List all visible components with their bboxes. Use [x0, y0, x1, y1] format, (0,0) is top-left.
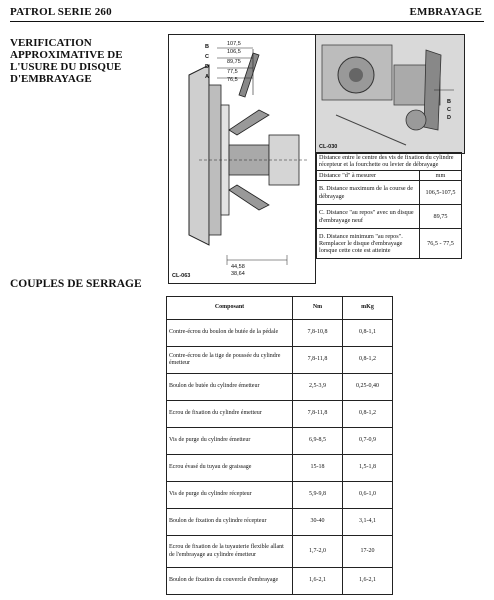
dimension-label: 38,64: [231, 271, 245, 277]
cell-nm: 6,9-8,5: [293, 428, 343, 455]
cell-nm: 15-18: [293, 455, 343, 482]
section-title-verification: [10, 37, 123, 85]
spec-intro: Distance entre le centre des vis de fixation du cylindre récepteur et la fourchette ou levier de débrayage: [317, 153, 462, 171]
torque-header-row: [167, 297, 393, 320]
cell-component: Boulon de fixation du cylindre récepteur: [167, 509, 293, 536]
spec-row-value: 89,75: [420, 205, 462, 229]
cell-nm: 1,7-2,0: [293, 536, 343, 568]
cell-component: Vis de purge du cylindre récepteur: [167, 482, 293, 509]
spec-head-label: Distance "d" à mesurer: [317, 170, 420, 180]
title-line: APPROXIMATIVE DE: [10, 49, 123, 61]
header-title-left: PATROL SERIE 260: [10, 6, 112, 18]
cell-mkg: 17-20: [343, 536, 393, 568]
cell-nm: 1,6-2,1: [293, 568, 343, 595]
clutch-drawing-svg: [169, 35, 315, 283]
cell-nm: 7,8-10,8: [293, 320, 343, 347]
cell-component: Boulon de fixation du couvercle d'embrayage: [167, 568, 293, 595]
dimension-label: 77,5: [227, 69, 238, 75]
dimension-label: 107,5: [227, 41, 241, 47]
photo-code: CL-030: [319, 144, 338, 150]
cell-component: Ecrou évasé du tuyau de graissage: [167, 455, 293, 482]
header-title-right: EMBRAYAGE: [409, 6, 482, 18]
table-row: [167, 428, 393, 455]
title-line: D'EMBRAYAGE: [10, 73, 92, 85]
cell-mkg: 0,6-1,0: [343, 482, 393, 509]
col-header-mkg: mKg: [343, 297, 393, 320]
cell-component: Ecrou de fixation de la tuyauterie flexible allant de l'embrayage au cylindre émetteur: [167, 536, 293, 568]
callout-letter-b: B: [205, 44, 209, 50]
photo-letter-b: B: [447, 99, 451, 105]
dimension-label: 44,58: [231, 264, 245, 270]
cell-nm: 7,8-11,8: [293, 347, 343, 374]
table-row: [167, 568, 393, 595]
cell-component: Vis de purge du cylindre émetteur: [167, 428, 293, 455]
photo-letter-c: C: [447, 107, 451, 113]
table-row: [167, 482, 393, 509]
photo-letter-d: D: [447, 115, 451, 121]
figure-code: CL-063: [172, 273, 191, 279]
cell-mkg: 1,5-1,8: [343, 455, 393, 482]
cell-mkg: 0,8-1,1: [343, 320, 393, 347]
cell-mkg: 0,8-1,2: [343, 401, 393, 428]
cell-mkg: 0,7-0,9: [343, 428, 393, 455]
title-line: VERIFICATION: [10, 37, 92, 49]
col-header-nm: Nm: [293, 297, 343, 320]
clutch-photo-svg: [316, 35, 464, 153]
section-title-torque: COUPLES DE SERRAGE: [10, 278, 142, 290]
table-row: [167, 401, 393, 428]
cell-nm: 7,8-11,8: [293, 401, 343, 428]
callout-letter-d: D: [205, 64, 209, 70]
cell-mkg: 1,6-2,1: [343, 568, 393, 595]
cell-nm: 5,9-9,8: [293, 482, 343, 509]
dimension-label: 76,5: [227, 77, 238, 83]
spec-row-label: B. Distance maximum de la course de débrayage: [317, 181, 420, 205]
callout-letter-a: A: [205, 74, 209, 80]
cell-nm: 2,5-3,9: [293, 374, 343, 401]
cell-mkg: 0,25-0,40: [343, 374, 393, 401]
clutch-photo: [315, 34, 465, 154]
header-rule: [10, 21, 484, 22]
spec-head-unit: mm: [420, 170, 462, 180]
table-row: [167, 509, 393, 536]
cell-component: Boulon de butée du cylindre émetteur: [167, 374, 293, 401]
cell-component: Contre-écrou de la tige de poussée du cylindre émetteur: [167, 347, 293, 374]
clutch-cross-section-drawing: [168, 34, 316, 284]
cell-mkg: 0,8-1,2: [343, 347, 393, 374]
table-row: [167, 536, 393, 568]
spec-row-label: C. Distance "au repos" avec un disque d'embrayage neuf: [317, 205, 420, 229]
cell-nm: 30-40: [293, 509, 343, 536]
spec-row-label: D. Distance minimum "au repos". Remplacer le disque d'embrayage lorsque cette cote est atteinte: [317, 229, 420, 259]
distance-spec-table: [316, 152, 462, 259]
callout-letter-c: C: [205, 54, 209, 60]
spec-row-value: 106,5-107,5: [420, 181, 462, 205]
table-row: [167, 320, 393, 347]
table-row: [167, 455, 393, 482]
spec-row-value: 76,5 - 77,5: [420, 229, 462, 259]
table-row: [167, 347, 393, 374]
torque-table: [166, 296, 393, 595]
dimension-label: 106,5: [227, 49, 241, 55]
title-line: L'USURE DU DISQUE: [10, 61, 122, 73]
col-header-component: Composant: [167, 297, 293, 320]
cell-component: Ecrou de fixation du cylindre émetteur: [167, 401, 293, 428]
cell-component: Contre-écrou du boulon de butée de la pédale: [167, 320, 293, 347]
dimension-label: 89,75: [227, 59, 241, 65]
cell-mkg: 3,1-4,1: [343, 509, 393, 536]
table-row: [167, 374, 393, 401]
